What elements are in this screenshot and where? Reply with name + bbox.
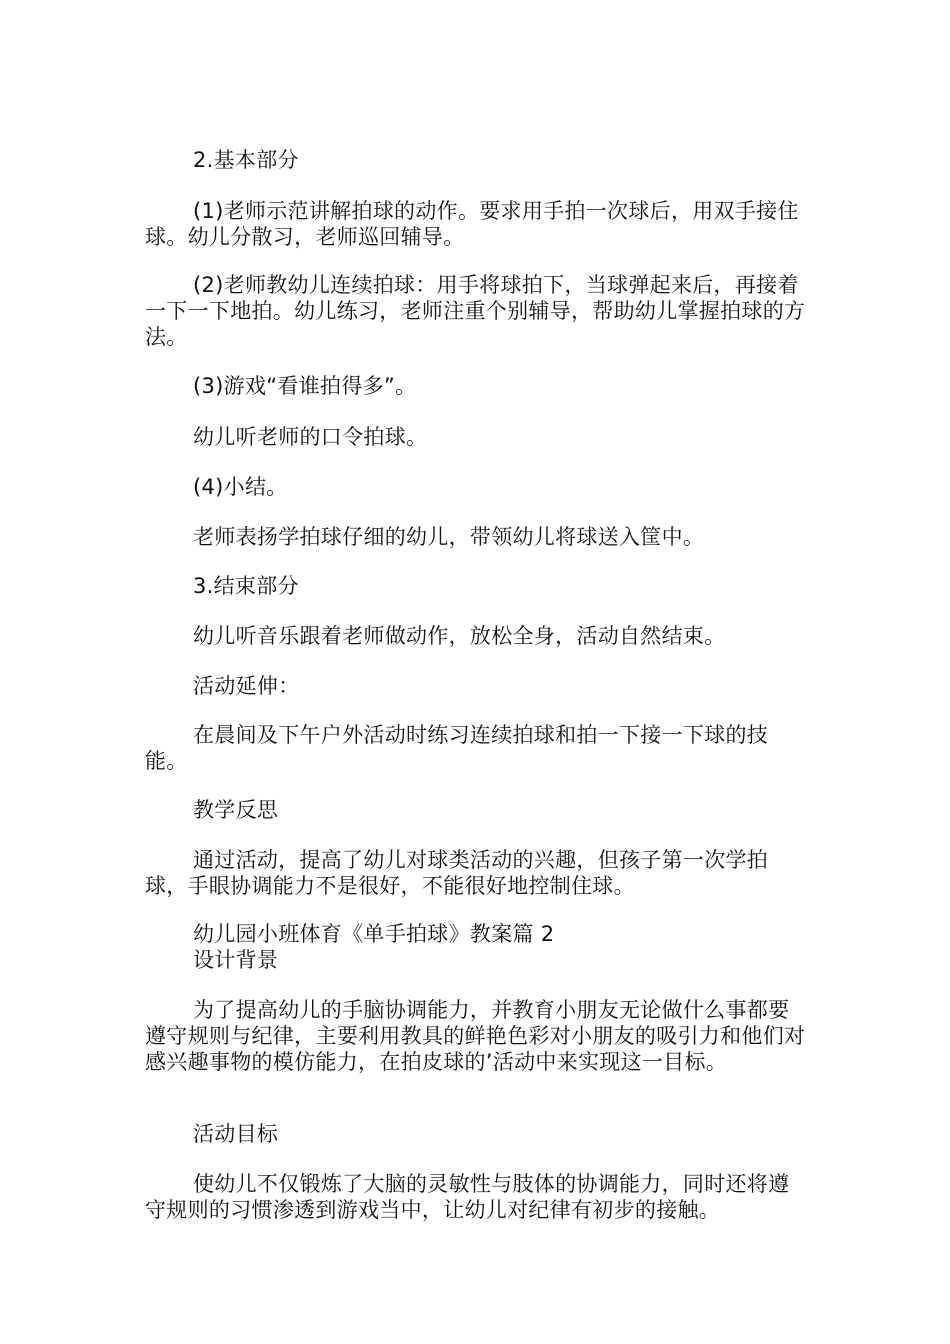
paragraph-ending: 幼儿听音乐跟着老师做动作，放松全身，活动自然结束。 (193, 624, 726, 648)
paragraph-background: 为了提高幼儿的手脑协调能力，并教育小朋友无论做什么事都要遵守规则与纪律，主要利用教具的鲜艳色彩对小朋友的吸引力和他们对感兴趣事物的模仿能力，在拍皮球的’活动中来实现这一目标。 (145, 998, 806, 1074)
lesson-plan-title: 幼儿园小班体育《单手拍球》教案篇 2 (193, 922, 555, 946)
section-heading-extension: 活动延伸： (193, 674, 300, 698)
section-heading-reflection: 教学反思 (193, 798, 279, 822)
section-heading-ending: 3.结束部分 (193, 574, 299, 598)
paragraph-reflection: 通过活动，提高了幼儿对球类活动的兴趣，但孩子第一次学拍球，手眼协调能力不是很好，不能很好地控制住球。 (145, 848, 769, 898)
section-heading-background: 设计背景 (193, 948, 279, 972)
paragraph-extension: 在晨间及下午户外活动时练习连续拍球和拍一下接一下球的技能。 (145, 723, 769, 773)
section-heading-objectives: 活动目标 (193, 1122, 279, 1146)
paragraph-step-4: (4)小结。 (193, 475, 288, 499)
paragraph-step-2: (2)老师教幼儿连续拍球：用手将球拍下，当球弹起来后，再接着一下一下地拍。幼儿练习，老师注重个别辅导，帮助幼儿掌握拍球的方法。 (145, 273, 806, 349)
paragraph-game-rule: 幼儿听老师的口令拍球。 (193, 425, 428, 449)
paragraph-objectives: 使幼儿不仅锻炼了大脑的灵敏性与肢体的协调能力，同时还将遵守规则的习惯渗透到游戏当中，让幼儿对纪律有初步的接触。 (145, 1172, 790, 1222)
section-heading-basic: 2.基本部分 (193, 148, 299, 172)
paragraph-step-3: (3)游戏“看谁拍得多”。 (193, 374, 417, 398)
paragraph-summary: 老师表扬学拍球仔细的幼儿，带领幼儿将球送入筐中。 (193, 525, 705, 549)
paragraph-step-1: (1)老师示范讲解拍球的动作。要求用手拍一次球后，用双手接住球。幼儿分散习，老师巡回辅导。 (145, 199, 799, 249)
